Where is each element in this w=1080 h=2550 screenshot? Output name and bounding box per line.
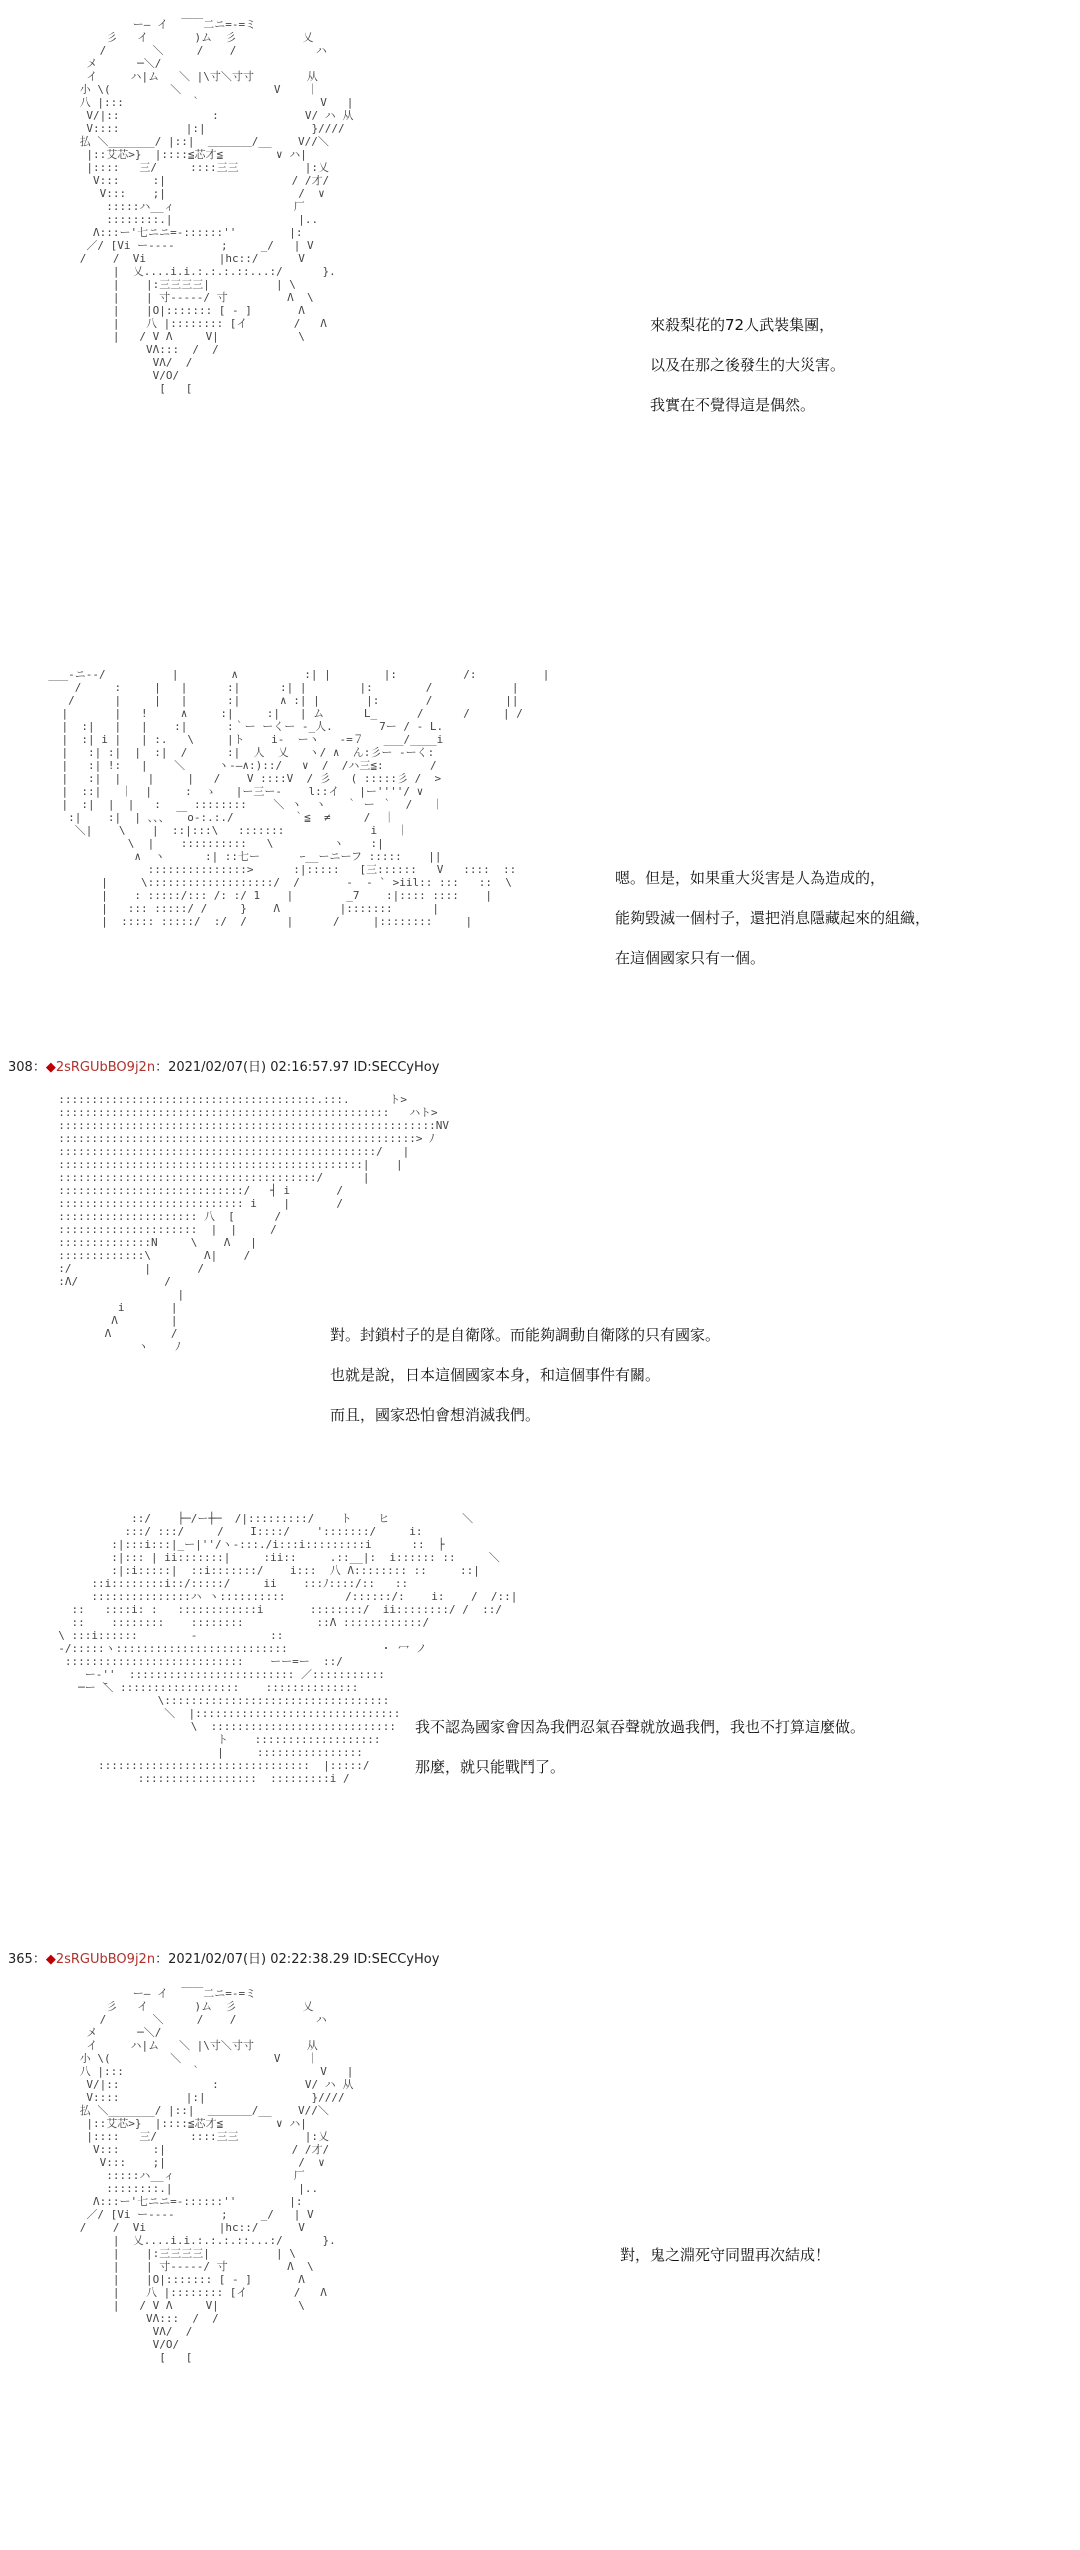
dialog-text: [650, 315, 845, 435]
panel-3: [0, 1085, 1080, 1485]
ascii-art-man: ー― イ ￣￣二ニ=-=ミ 彡 イ )ム 彡 乂 / ＼ / / ハ メ ─＼/ イ ハ|ム ＼ |\寸＼寸寸 从 小 \( ＼ V ｜ 八 |::: ｀ V | V/|:: : V/ ハ 从 V:::: |:| }//// 払 ＼_______/ |::| ＿＿＿＿/__ V//＼ |::艾芯>} |::::≦芯才≦ ∨ ハ| |:::: 三/ ::::三三 |:乂 V::: :| / /才/ V::: ;| / ∨ :::::ハ__ィ 厂 ::::::::.| |.. Λ:::ー'七ニニ=-::::::'' |: ／/ [Vi ー---- ; _/ | V / / Vi |hc::/ V | 乂....i.i.:.:.:.::...:/ }. | |:三三三三| | \ | | 寸-----/ 寸 Λ \ | |O|::::::: [ - ] Λ | 八 |:::::::: [イ / Λ | / V Λ V| \ VΛ::: / / VΛ/ / V/O/ [ [: [79, 18, 354, 395]
dialog-text: [620, 2245, 830, 2285]
diamond-icon: ◆: [45, 1060, 56, 1075]
dialog-line: 那麼，就只能戰鬥了。: [415, 1758, 566, 1776]
post-header: [8, 1056, 439, 1075]
post-number: 308：: [8, 1060, 46, 1075]
panel-2: [0, 650, 1080, 1050]
dialog-text: [330, 1325, 720, 1445]
ascii-art-figure: :::::::::::::::::::::::::::::::::::::::.:::. ト> :::::::::::::::::::::::::::::::::::::::::::::::::: ハト> :::::::::::::::::::::::::::::::::::::::::::::::::::::::::NV ::::::::::::::::::::::::::::::::::::::::::::::::::::::> ﾉ ::::::::::::::::::::::::::::::::::::::::::::::::/ | ::::::::::::::::::::::::::::::::::::::::::::::| | :::::::::::::::::::::::::::::::::::::::/ | ::::::::::::::::::::::::::::/ ┤ i / :::::::::::::::::::::::::::: i | / ::::::::::::::::::::: 八 [ / ::::::::::::::::::::: | | / ::::::::::::::N \ Λ | :::::::::::::\ Λ| / :/ | / :Λ/ / | i | Λ | Λ / ヽ ﾉ: [58, 1093, 449, 1353]
panel-5: [0, 1975, 1080, 2550]
dialog-line: 以及在那之後發生的大災害。: [650, 356, 846, 374]
post-meta: ：2021/02/07(日) 02:22:38.29 ID:SECCyHoy: [155, 1952, 440, 1967]
ascii-art-figure: ::/ ├─/ー┼─ /|:::::::::/ ト ヒ ＼ :::/ :::/ / I::::/ ':::::::/ i: :|:::i:::|_ー|''/ヽ-:::./i:::i:::::::::i :: ├ :|::: | ii:::::::| :ii:: .::__|: i:::::: :: ＼ :|:i:::::| ::i:::::::/ i::: 八 Λ:::::::: :: ::| ::i::::::::i::/:::::/ ii :::ﾉ::::/:: :: :::::::::::::::ハ ヽ:::::::::: /::::::/: i: / /::| :: ::::i: : ::::::::::::i ::::::::/ ii::::::::/ / ::/ :: :::::::: :::::::: ::Λ ::::::::::::/ \ :::i:::::: - :: ‐/:::::ヽ:::::::::::::::::::::::::: ・ 冖 ノ ::::::::::::::::::::::::::: ーー=ー ::/ ー‐'' ::::::::::::::::::::::::: ／::::::::::: ─ー ̄＼ :::::::::::::::::: :::::::::::::: \:::::::::::::::::::::::::::::::::: ＼ |::::::::::::::::::::::::::::::: \ :::::::::::::::::::::::::::: ト ::::::::::::::::::: | :::::::::::::::: :::::::::::::::::::::::::::::::: |:::::/ :::::::::::::::::: :::::::::i /: [58, 1512, 518, 1785]
tripcode-link[interactable]: 2sRGUbBO9j2n: [55, 1060, 156, 1075]
ascii-art-figure: ___-ニ--/ | ∧ :| | |: /: | / : | | :| :| | |: / | / | | | :| ∧ :| | |: / || | | ! ∧ :| :| | ム L_ / / | / | :| | | :| :｀ー ーくー ‐_人. 7ー / - L. | :| i | | :. \ |ト i‐ ーヽ -=７ ___/____i | :| :| | :| / :| 人 乂 ヽ/ ∧ ん:彡ー ‐ーく: | :| !: | ＼ ヽ-―∧:)::/ ∨ / /ハ三≦: / | :| | | | / V ::::V / 彡 ( :::::彡 / > | ::| ｜ | : ゝ |ー三ー- l::イ |ー''''/ ∨ | :| | | : :::::::: ＼ ヽ ヽ ｀ ー ｀ / ｜ :| :| | 、、、 ￣o-:.:./ ｀≦ ≠ / ｜ ＼| \ | ::|:::\ ::::::: i ｜ \ | :::::::::: \ ヽ :| ∧ ヽ :| ::七ー ｰ__ーニーフ ::::: || :::::::::::::::> :|::::: [三:::::: V :::: :: | \:::::::::::::::::::/ / - - ` >iil:: ::: :: \ | : :::::/::: /: :/ 1 | _7 :|:::: :::: | | ::: :::::/ / } Λ |::::::: | | ::::: :::::/ :/ / | / |:::::::: |: [48, 668, 550, 928]
post-number: 365：: [8, 1952, 46, 1967]
post-header: [8, 1948, 439, 1967]
ascii-art-man: ー― イ ￣￣二ニ=-=ミ 彡 イ )ム 彡 乂 / ＼ / / ハ メ ─＼/ イ ハ|ム ＼ |\寸＼寸寸 从 小 \( ＼ V ｜ 八 |::: ｀ V | V/|:: : V/ ハ 从 V:::: |:| }//// 払 ＼_______/ |::| ＿＿＿＿/__ V//＼ |::艾芯>} |::::≦芯才≦ ∨ ハ| |:::: 三/ ::::三三 |:乂 V::: :| / /才/ V::: ;| / ∨ :::::ハ__ィ 厂 ::::::::.| |.. Λ:::ー'七ニニ=-::::::'' |: ／/ [Vi ー---- ; _/ | V / / Vi |hc::/ V | 乂....i.i.:.:.:.::...:/ }. | |:三三三三| | \ | | 寸-----/ 寸 Λ \ | |O|::::::: [ - ] Λ | 八 |:::::::: [イ / Λ | / V Λ V| \ VΛ::: / / VΛ/ / V/O/ [ [: [79, 1987, 354, 2364]
dialog-line: 也就是說，日本這個國家本身，和這個事件有關。: [330, 1366, 661, 1384]
dialog-line: 來殺梨花的72人武裝集團，: [650, 316, 835, 334]
dialog-line: 嗯。但是，如果重大災害是人為造成的，: [615, 869, 886, 887]
post-meta: ：2021/02/07(日) 02:16:57.97 ID:SECCyHoy: [155, 1060, 440, 1075]
dialog-text: [415, 1717, 865, 1797]
panel-4: [0, 1500, 1080, 1915]
diamond-icon: ◆: [45, 1952, 56, 1967]
panel-1: [0, 0, 1080, 630]
dialog-text: [615, 868, 930, 988]
dialog-line: 對。封鎖村子的是自衛隊。而能夠調動自衛隊的只有國家。: [330, 1326, 721, 1344]
dialog-line: 能夠毀滅一個村子，還把消息隱藏起來的組織，: [615, 909, 931, 927]
dialog-line: 而且，國家恐怕會想消滅我們。: [330, 1406, 541, 1424]
dialog-line: 我不認為國家會因為我們忍氣吞聲就放過我們，我也不打算這麼做。: [415, 1718, 866, 1736]
tripcode-link[interactable]: 2sRGUbBO9j2n: [55, 1952, 156, 1967]
dialog-line: 我實在不覺得這是偶然。: [650, 396, 816, 414]
dialog-line: 對，鬼之淵死守同盟再次結成！: [620, 2246, 831, 2264]
dialog-line: 在這個國家只有一個。: [615, 949, 766, 967]
